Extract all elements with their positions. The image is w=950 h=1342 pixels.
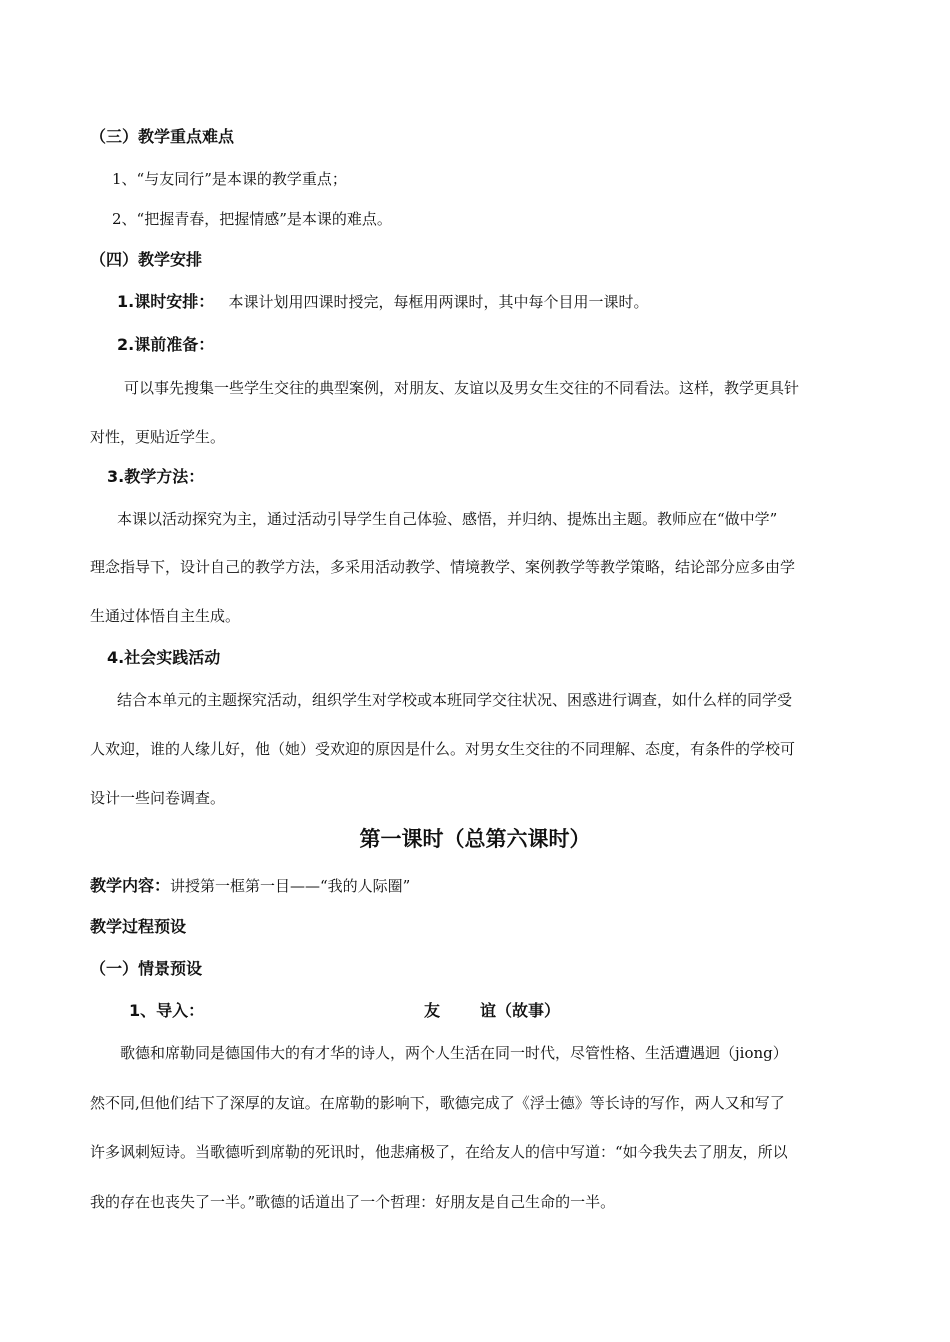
story-line: 我的存在也丧失了一半。”歌德的话道出了一个哲理：好朋友是自己生命的一半。	[90, 1193, 616, 1211]
key-point-2: 2、“把握青春，把握情感”是本课的难点。	[112, 210, 392, 228]
prep-heading: 2.课前准备：	[117, 335, 215, 354]
lesson-content-text: 讲授第一框第一目——“我的人际圈”	[170, 877, 411, 895]
lesson-content-line	[90, 876, 410, 896]
method-heading: 3.教学方法：	[107, 467, 205, 486]
section-heading-key-points: （三）教学重点难点	[90, 127, 235, 146]
method-para-line: 本课以活动探究为主，通过活动引导学生自己体验、感悟，并归纳、提炼出主题。教师应在“做中学”	[117, 510, 778, 528]
scene-heading: （一）情景预设	[90, 959, 203, 978]
practice-para-line: 结合本单元的主题探究活动，组织学生对学校或本班同学交往状况、困惑进行调查，如什么样的同学受	[117, 691, 793, 709]
lesson-content-label: 教学内容：	[90, 876, 171, 895]
intro-label: 1、导入：	[129, 1001, 205, 1020]
practice-para-line: 设计一些问卷调查。	[90, 789, 226, 807]
schedule-label: 1.课时安排：	[117, 292, 215, 311]
story-title-part-a: 友	[424, 1001, 441, 1020]
method-para-line: 理念指导下，设计自己的教学方法，多采用活动教学、情境教学、案例教学等教学策略，结论部分应多由学	[90, 558, 796, 576]
story-line: 然不同,但他们结下了深厚的友谊。在席勒的影响下，歌德完成了《浮士德》等长诗的写作，两人又和写了	[90, 1094, 785, 1112]
story-line: 许多讽刺短诗。当歌德听到席勒的死讯时，他悲痛极了，在给友人的信中写道：“如今我失去了朋友，所以	[90, 1143, 788, 1161]
schedule-line	[117, 292, 649, 312]
prep-para-line: 对性，更贴近学生。	[90, 428, 226, 446]
method-para-line: 生通过体悟自主生成。	[90, 607, 241, 625]
schedule-text: 本课计划用四课时授完，每框用两课时，其中每个目用一课时。	[228, 293, 649, 311]
process-heading: 教学过程预设	[90, 917, 187, 936]
lesson-title: 第一课时（总第六课时）	[359, 827, 591, 851]
prep-para-line: 可以事先搜集一些学生交往的典型案例，对朋友、友谊以及男女生交往的不同看法。这样，教学更具针	[124, 379, 800, 397]
story-title-part-b: 谊（故事）	[480, 1001, 561, 1020]
key-point-1: 1、“与友同行”是本课的教学重点；	[112, 170, 347, 188]
story-line: 歌德和席勒同是德国伟大的有才华的诗人，两个人生活在同一时代，尽管性格、生活遭遇迥（jiong）	[120, 1044, 788, 1062]
practice-para-line: 人欢迎，谁的人缘儿好，他（她）受欢迎的原因是什么。对男女生交往的不同理解、态度，有条件的学校可	[90, 740, 796, 758]
section-heading-arrangement: （四）教学安排	[90, 250, 203, 269]
practice-heading: 4.社会实践活动	[107, 648, 221, 667]
